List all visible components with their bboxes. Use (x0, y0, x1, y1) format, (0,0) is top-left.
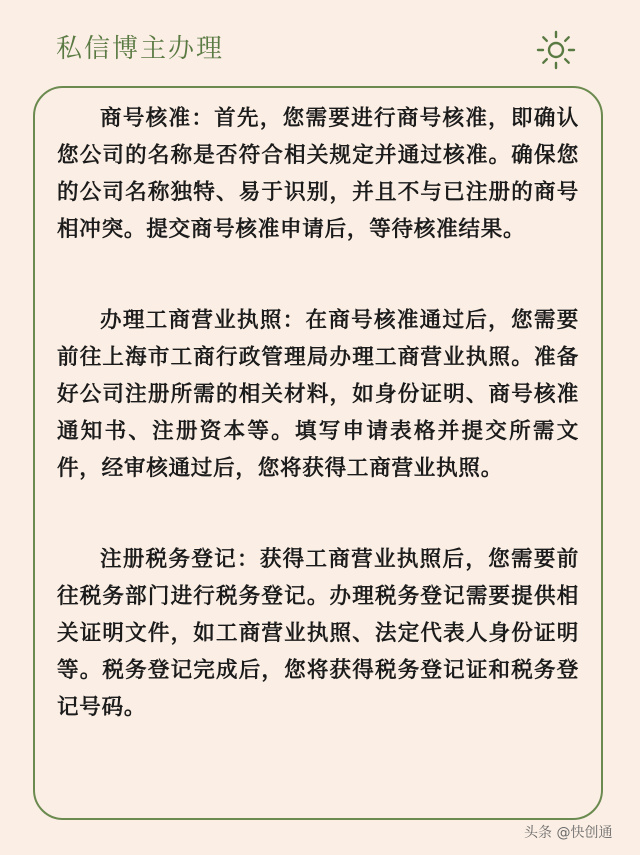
page-title: 私信博主办理 (56, 34, 225, 64)
paragraph-tax-registration: 注册税务登记：获得工商营业执照后，您需要前往税务部门进行税务登记。办理税务登记需要提供相关证明文件，如工商营业执照、法定代表人身份证明等。税务登记完成后，您将获得税务登记证和税务登记号码。 (57, 547, 579, 720)
source-watermark: 头条 @快创通 (524, 825, 613, 841)
sun-icon (536, 30, 576, 70)
content-card (33, 86, 603, 820)
paragraph-business-license: 办理工商营业执照：在商号核准通过后，您需要前往上海市工商行政管理局办理工商营业执照。准备好公司注册所需的相关材料，如身份证明、商号核准通知书、注册资本等。填写申请表格并提交所需文件，经审核通过后，您将获得工商营业执照。 (57, 308, 579, 481)
paragraph-trade-name-approval: 商号核准：首先，您需要进行商号核准，即确认您公司的名称是否符合相关规定并通过核准。确保您的公司名称独特、易于识别，并且不与已注册的商号相冲突。提交商号核准申请后，等待核准结果。 (57, 106, 579, 242)
